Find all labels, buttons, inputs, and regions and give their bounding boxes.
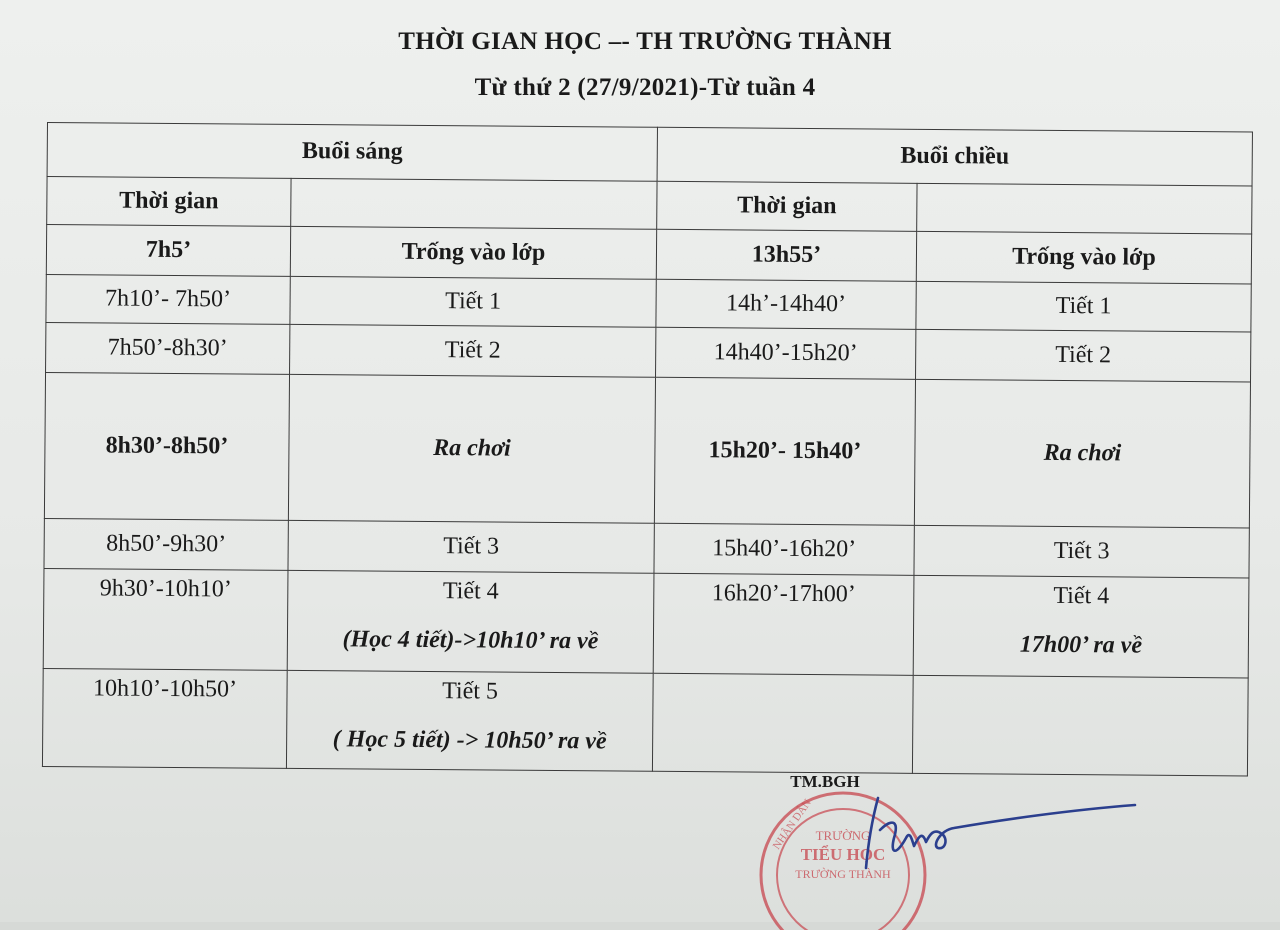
stamp-line2: TIỂU HỌC bbox=[800, 845, 886, 864]
morning-activity: Tiết 5 bbox=[442, 678, 499, 705]
morning-activity: Tiết 1 bbox=[290, 276, 656, 327]
afternoon-activity: Ra chơi bbox=[914, 379, 1250, 528]
morning-activity: Trống vào lớp bbox=[290, 226, 656, 279]
afternoon-time: 16h20’-17h00’ bbox=[653, 573, 914, 675]
document-subtitle: Từ thứ 2 (27/9/2021)-Từ tuần 4 bbox=[474, 74, 816, 101]
afternoon-activity: Tiết 2 bbox=[916, 329, 1251, 382]
morning-activity: Ra chơi bbox=[288, 374, 655, 523]
schedule-table bbox=[42, 122, 1253, 776]
morning-time: 8h50’-9h30’ bbox=[44, 518, 288, 570]
afternoon-time: 14h’-14h40’ bbox=[656, 279, 916, 329]
afternoon-activity: Trống vào lớp bbox=[916, 231, 1251, 284]
stamp-line1: TRƯỜNG bbox=[815, 828, 871, 843]
handwritten-signature bbox=[850, 790, 1150, 880]
table-row-break bbox=[44, 372, 1250, 527]
afternoon-activity-cell bbox=[913, 575, 1249, 678]
afternoon-activity bbox=[912, 675, 1248, 776]
afternoon-time: 14h40’-15h20’ bbox=[656, 327, 916, 379]
empty-header-cell bbox=[917, 183, 1252, 234]
table-row bbox=[42, 668, 1248, 775]
morning-time: 7h5’ bbox=[46, 225, 290, 277]
morning-time: 7h10’- 7h50’ bbox=[46, 274, 290, 324]
afternoon-time: 13h55’ bbox=[656, 229, 916, 281]
signature-title: TM.BGH bbox=[790, 772, 860, 791]
morning-time: 9h30’-10h10’ bbox=[43, 568, 288, 670]
time-label-afternoon: Thời gian bbox=[657, 181, 917, 231]
morning-note: (Học 4 tiết)->10h10’ ra về bbox=[342, 626, 599, 655]
afternoon-activity: Tiết 3 bbox=[914, 525, 1249, 578]
morning-activity: Tiết 4 bbox=[442, 578, 499, 605]
afternoon-activity: Tiết 1 bbox=[916, 281, 1251, 332]
morning-activity: Tiết 3 bbox=[288, 520, 654, 573]
afternoon-activity: Tiết 4 bbox=[1053, 582, 1110, 610]
section-morning: Buổi sáng bbox=[47, 123, 657, 182]
document-title: THỜI GIAN HỌC –- TH TRƯỜNG THÀNH bbox=[398, 28, 892, 55]
empty-header-cell bbox=[291, 178, 657, 229]
table-row bbox=[43, 568, 1249, 677]
morning-time: 7h50’-8h30’ bbox=[46, 322, 290, 374]
morning-activity-cell bbox=[287, 570, 654, 673]
morning-note: ( Học 5 tiết) -> 10h50’ ra về bbox=[332, 726, 607, 755]
morning-activity: Tiết 2 bbox=[290, 324, 656, 377]
afternoon-time bbox=[652, 673, 913, 773]
time-label-morning: Thời gian bbox=[47, 177, 291, 227]
morning-time: 8h30’-8h50’ bbox=[44, 372, 289, 520]
morning-time: 10h10’-10h50’ bbox=[42, 668, 287, 768]
afternoon-time: 15h20’- 15h40’ bbox=[654, 377, 915, 525]
section-header-row bbox=[47, 123, 1252, 186]
stamp-arc-text: NHÂN DÂN bbox=[770, 797, 814, 852]
stamp-line3: TRƯỜNG THÀNH bbox=[795, 867, 891, 881]
afternoon-time: 15h40’-16h20’ bbox=[654, 523, 914, 575]
afternoon-note: 17h00’ ra về bbox=[1019, 631, 1143, 659]
section-afternoon: Buổi chiều bbox=[657, 127, 1252, 186]
morning-activity-cell bbox=[286, 670, 653, 771]
